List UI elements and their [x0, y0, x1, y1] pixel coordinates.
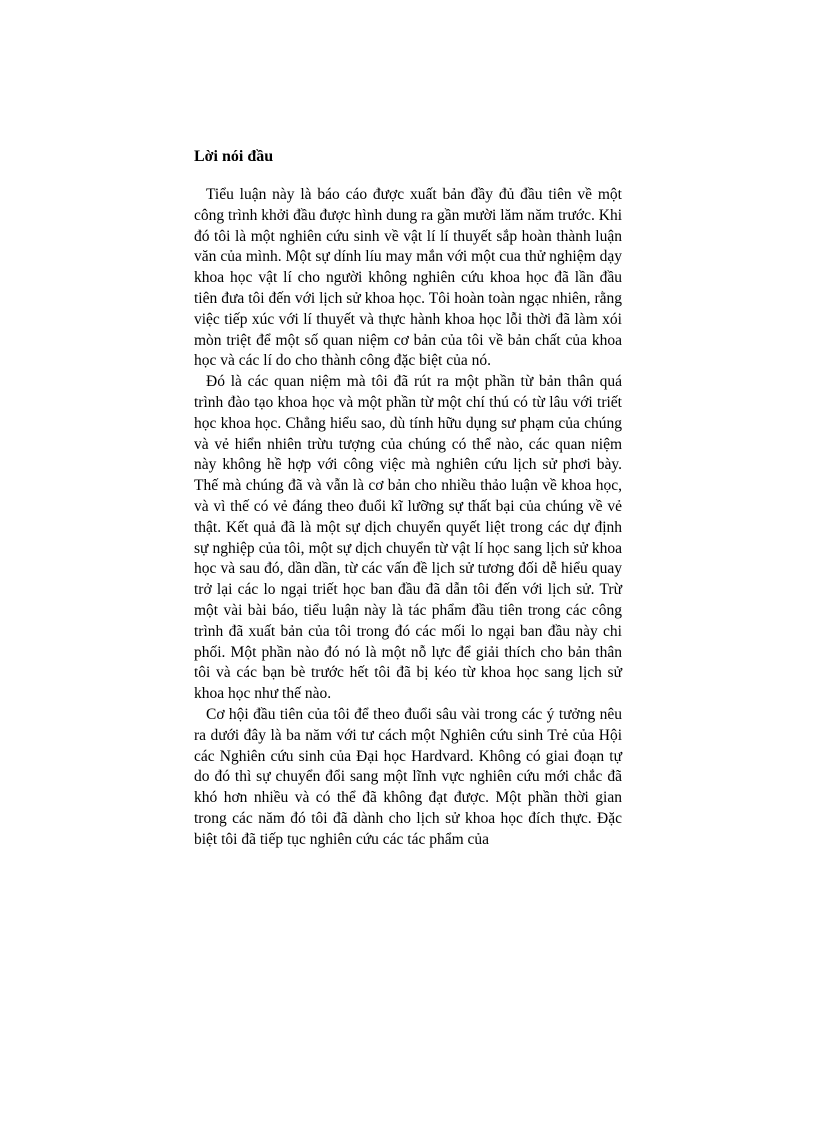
paragraph-2: Đó là các quan niệm mà tôi đã rút ra một phần từ bản thân quá trình đào tạo khoa học và một phần từ một chí thú có từ lâu với triết học khoa học. Chẳng hiểu sao, dù tính hữu dụng sư phạm của chúng và vẻ hiển nhiên trừu tượng của chúng có thể nào, các quan niệm này không hề hợp với công việc mà nghiên cứu lịch sử phơi bày. Thế mà chúng đã và vẫn là cơ bản cho nhiều thảo luận về khoa học, và vì thế có vẻ đáng theo đuổi kĩ lưỡng sự thất bại của chúng về vẻ thật. Kết quả đã là một sự dịch chuyển quyết liệt trong các dự định sự nghiệp của tôi, một sự dịch chuyển từ vật lí học sang lịch sử khoa học và sau đó, dần dần, từ các vấn đề lịch sử tương đối dễ hiểu quay trở lại các lo ngại triết học ban đầu đã dẫn tôi đến với lịch sử. Trừ một vài bài báo, tiểu luận này là tác phẩm đầu tiên trong các công trình đã xuất bản của tôi trong đó các mối lo ngại ban đầu này chi phối. Một phần nào đó nó là một nỗ lực để giải thích cho bản thân tôi và các bạn bè trước hết tôi đã bị kéo từ khoa học sang lịch sử khoa học như thế nào. [194, 373, 622, 703]
page-content [194, 146, 622, 851]
paragraph-3: Cơ hội đầu tiên của tôi để theo đuổi sâu vài trong các ý tưởng nêu ra dưới đây là ba năm với tư cách một Nghiên cứu sinh Trẻ của Hội các Nghiên cứu sinh của Đại học Hardvard. Không có giai đoạn tự do đó thì sự chuyển đổi sang một lĩnh vực nghiên cứu mới chắc đã khó hơn nhiều và có thể đã không đạt được. Một phần thời gian trong các năm đó tôi đã dành cho lịch sử khoa học đích thực. Đặc biệt tôi đã tiếp tục nghiên cứu các tác phẩm của [194, 705, 622, 848]
section-title: Lời nói đầu [194, 148, 274, 165]
paragraph-1: Tiểu luận này là báo cáo được xuất bản đầy đủ đầu tiên về một công trình khởi đầu được hình dung ra gần mười lăm năm trước. Khi đó tôi là một nghiên cứu sinh về vật lí lí thuyết sắp hoàn thành luận văn của mình. Một sự dính líu may mắn với một cua thử nghiệm dạy khoa học vật lí cho người không nghiên cứu khoa học đã lần đầu tiên đưa tôi đến với lịch sử khoa học. Tôi hoàn toàn ngạc nhiên, rằng việc tiếp xúc với lí thuyết và thực hành khoa học lỗi thời đã làm xói mòn triệt để một số quan niệm cơ bản của tôi về bản chất của khoa học và các lí do cho thành công đặc biệt của nó. [194, 186, 622, 370]
